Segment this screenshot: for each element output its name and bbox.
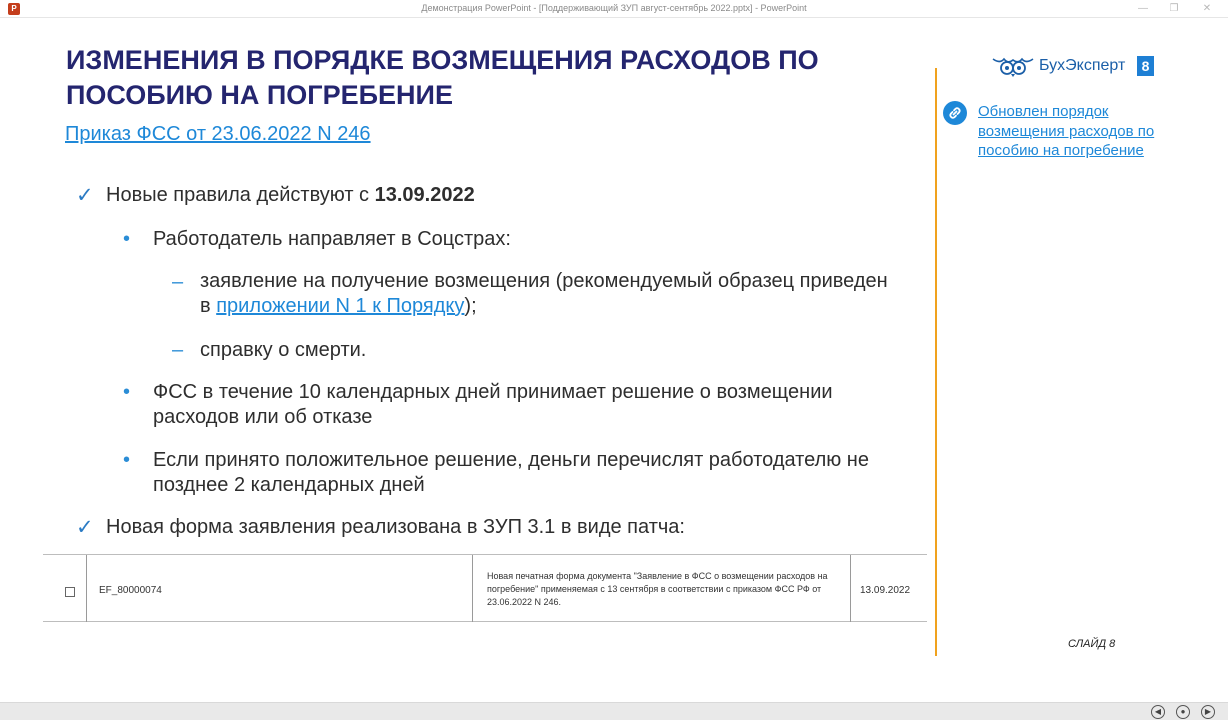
list-item: Если принято положительное решение, деньги перечислят работодателю не позднее 2 календарных дней	[153, 449, 869, 496]
menu-icon[interactable]: ●	[1176, 705, 1190, 719]
list-item: Работодатель направляет в Соцстрах:	[153, 228, 511, 250]
prev-slide-icon[interactable]: ◀	[1151, 705, 1165, 719]
order-link[interactable]: Приказ ФСС от 23.06.2022 N 246	[65, 123, 371, 145]
bullet-icon: •	[123, 228, 131, 250]
item-text-end: );	[464, 295, 477, 317]
dash-icon: –	[172, 339, 184, 361]
item-date: 13.09.2022	[374, 184, 475, 206]
slide-title: ИЗМЕНЕНИЯ В ПОРЯДКЕ ВОЗМЕЩЕНИЯ РАСХОДОВ ПО ПОСОБИЮ НА ПОГРЕБЕНИЕ	[66, 45, 819, 110]
patch-id: EF_80000074	[99, 585, 162, 596]
check-icon: ✓	[76, 516, 94, 539]
check-icon: ✓	[76, 184, 94, 207]
patch-date: 13.09.2022	[860, 585, 911, 596]
close-button[interactable]: ✕	[1202, 3, 1212, 14]
appendix-link[interactable]: приложении N 1 к Порядку	[216, 295, 465, 317]
item-text: Новые правила действуют с	[106, 184, 375, 206]
vertical-divider	[935, 68, 937, 656]
list-item: Новая форма заявления реализована в ЗУП 3.1 в виде патча:	[106, 516, 685, 538]
slide-canvas	[0, 18, 1228, 702]
powerpoint-icon: P	[8, 3, 20, 15]
window-title: Демонстрация PowerPoint - [Поддерживающий ЗУП август-сентябрь 2022.pptx] - PowerPoint	[421, 3, 807, 13]
bullet-icon: •	[123, 381, 131, 403]
slide-number: СЛАЙД 8	[1068, 638, 1116, 650]
restore-button[interactable]: ❐	[1169, 3, 1179, 14]
logo-text: БухЭксперт	[1039, 57, 1126, 74]
next-slide-icon[interactable]: ▶	[1201, 705, 1215, 719]
dash-icon: –	[172, 271, 184, 293]
list-item: справку о смерти.	[200, 339, 367, 361]
list-item: ФСС в течение 10 календарных дней принимает решение о возмещении расходов или об отказе	[153, 381, 833, 428]
minimize-button[interactable]: —	[1138, 3, 1148, 14]
checkbox-cell	[43, 555, 87, 622]
owl-logo-icon	[992, 55, 1034, 77]
item-text: заявление на получение возмещения (рекомендуемый образец приведен в	[200, 270, 888, 317]
link-icon[interactable]	[943, 101, 967, 125]
list-item	[200, 269, 890, 319]
patch-description: Новая печатная форма документа "Заявление в ФСС о возмещении расходов на погребение" применяемая с 13 сентября в соответствии с приказом ФСС РФ от 23.06.2022 N 246.	[487, 571, 828, 607]
list-item	[106, 183, 906, 208]
bullet-icon: •	[123, 449, 131, 471]
logo-badge: 8	[1137, 56, 1154, 76]
patch-checkbox[interactable]	[65, 587, 75, 597]
side-link[interactable]: Обновлен порядок возмещения расходов по пособию на погребение	[978, 103, 1155, 159]
status-bar	[0, 702, 1228, 720]
patch-table	[43, 554, 927, 622]
window-titlebar	[0, 0, 1228, 18]
